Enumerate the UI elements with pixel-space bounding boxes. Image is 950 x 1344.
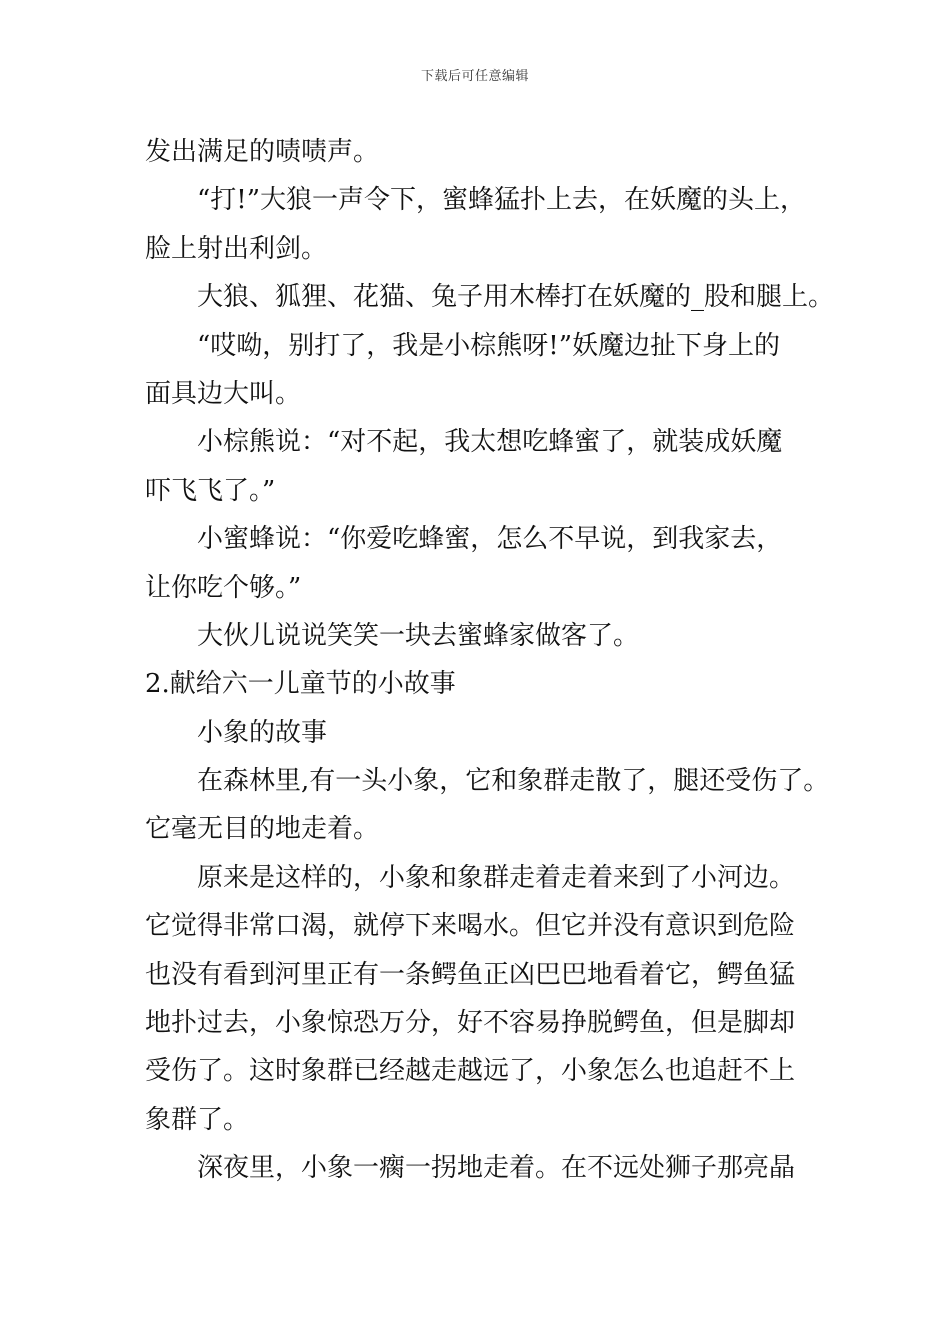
text-line: 小棕熊说：“对不起，我太想吃蜂蜜了，就装成妖魔: [197, 427, 783, 458]
text-line: 在森林里,有一头小象，它和象群走散了，腿还受伤了。: [197, 766, 830, 797]
document-body: [145, 128, 835, 1193]
text-line: 小蜜蜂说：“你爱吃蜂蜜，怎么不早说，到我家去，: [197, 524, 783, 555]
text-line: 深夜里，小象一瘸一拐地走着。在不远处狮子那亮晶: [197, 1153, 796, 1184]
text-line: 面具边大叫。: [145, 378, 302, 409]
text-line: 发出满足的啧啧声。: [145, 137, 380, 167]
text-line: “哎呦，别打了，我是小棕熊呀!”妖魔边扯下身上的: [197, 330, 781, 361]
text-line: 2.献给六一儿童节的小故事: [145, 669, 456, 700]
text-line: 象群了。: [145, 1104, 250, 1135]
text-line: 吓飞飞了。”: [145, 475, 276, 506]
text-line: 脸上射出利剑。: [145, 233, 328, 264]
text-line: 大伙儿说说笑笑一块去蜜蜂家做客了。: [197, 620, 640, 651]
text-line: 让你吃个够。”: [145, 572, 302, 603]
text-line: 它觉得非常口渴，就停下来喝水。但它并没有意识到危险: [145, 911, 796, 942]
page-header: 下载后可任意编辑: [420, 69, 529, 84]
text-line: 地扑过去，小象惊恐万分，好不容易挣脱鳄鱼，但是脚却: [145, 1008, 796, 1039]
text-line: 小象的故事: [197, 717, 328, 748]
text-line: 也没有看到河里正有一条鳄鱼正凶巴巴地看着它，鳄鱼猛: [145, 959, 796, 990]
text-line: 大狼、狐狸、花猫、兔子用木棒打在妖魔的_股和腿上。: [197, 282, 835, 313]
text-line: 它毫无目的地走着。: [145, 814, 380, 845]
text-line: 受伤了。这时象群已经越走越远了，小象怎么也追赶不上: [145, 1056, 796, 1087]
text-line: 原来是这样的，小象和象群走着走着来到了小河边。: [197, 862, 796, 893]
text-line: “打!”大狼一声令下，蜜蜂猛扑上去，在妖魔的头上，: [197, 185, 807, 216]
